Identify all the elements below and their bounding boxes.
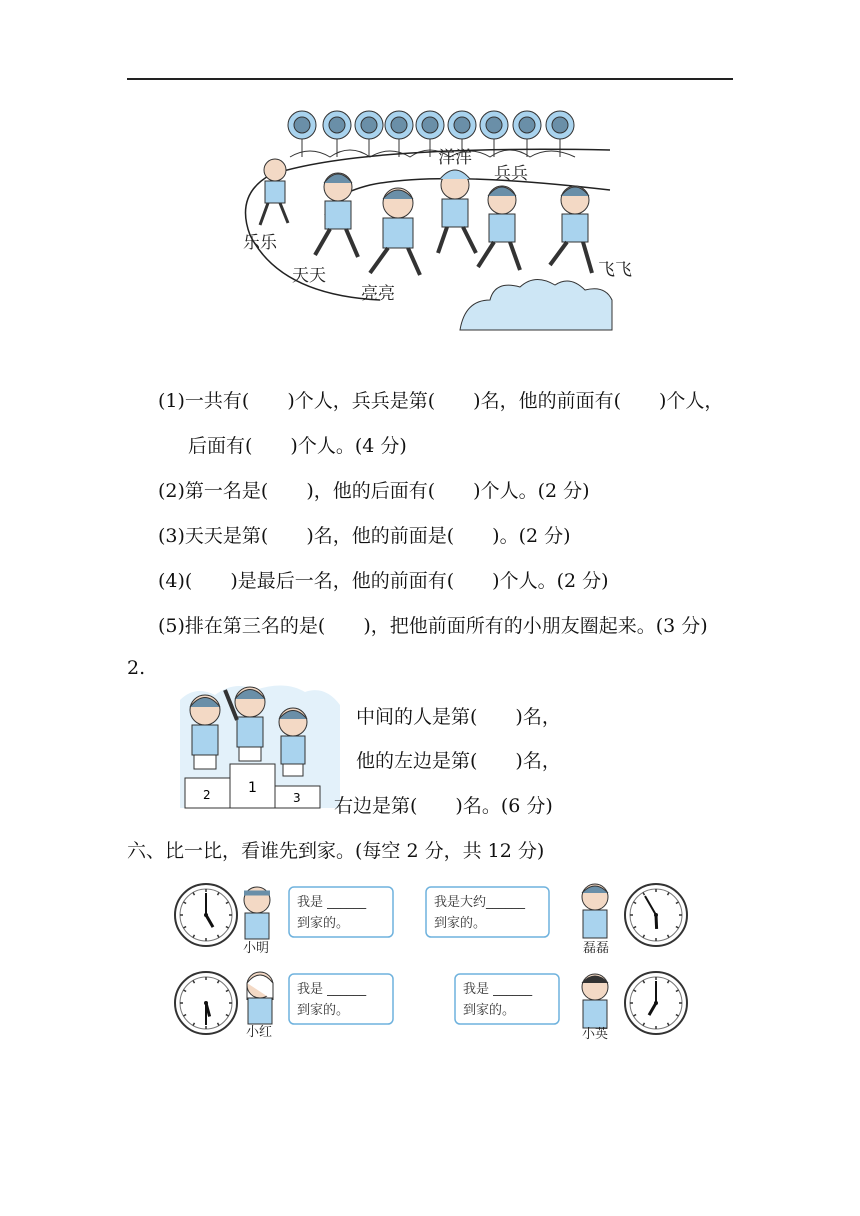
label-lele: 乐乐 (243, 233, 277, 253)
speech-xiaohong-1: 我是 ______ (297, 982, 367, 997)
runner-liangliang (370, 188, 420, 275)
podium-number-2: 2 (203, 788, 211, 802)
child-leilei (582, 884, 608, 938)
podium-illustration (175, 680, 343, 810)
question-2: (2)第一名是( )，他的后面有( )个人。(2 分) (158, 480, 590, 502)
child-left (190, 695, 220, 769)
name-xiaoying: 小英 (582, 1027, 609, 1042)
speech-xiaoying-1: 我是 ______ (463, 982, 533, 997)
question-number-2: 2. (127, 657, 146, 679)
speech-xiaoming-2: 到家的。 (297, 916, 350, 931)
top-rule (127, 78, 733, 80)
question-1-line-2: 后面有( )个人。(4 分) (188, 435, 407, 457)
runner-bingbing (478, 186, 520, 270)
label-yangyang: 洋洋 (438, 148, 472, 168)
podium-question-right: 右边是第( )名。(6 分) (334, 795, 553, 817)
name-xiaoming: 小明 (243, 941, 270, 956)
runner-yangyang (438, 170, 476, 253)
clock-leilei (625, 884, 687, 946)
speech-xiaoming-1: 我是 ______ (297, 895, 367, 910)
race-illustration (240, 95, 632, 335)
podium-number-1: 1 (248, 780, 257, 796)
panel-xiaoying (455, 972, 687, 1042)
clock-xiaoying (625, 972, 687, 1034)
name-xiaohong: 小红 (246, 1025, 273, 1040)
section-6-title: 六、比一比，看谁先到家。(每空 2 分，共 12 分) (127, 840, 545, 862)
clock-xiaoming (175, 884, 237, 946)
label-tiantian: 天天 (292, 266, 326, 286)
runner-lele (260, 159, 288, 225)
question-1-line-1: (1)一共有( )个人，兵兵是第( )名，他的前面有( )个人， (158, 390, 724, 412)
label-bingbing: 兵兵 (494, 164, 528, 184)
panel-xiaohong (175, 972, 393, 1040)
podium-question-left: 他的左边是第( )名， (356, 750, 561, 772)
speech-leilei-1: 我是大约______ (434, 895, 526, 910)
child-xiaoying (582, 974, 608, 1028)
podium-number-3: 3 (293, 791, 301, 805)
panel-xiaoming (175, 884, 393, 956)
clock-compare-illustration (170, 875, 695, 1045)
runner-feifei (550, 186, 592, 273)
label-liangliang: 亮亮 (361, 284, 395, 304)
name-leilei: 磊磊 (583, 941, 610, 956)
runner-tiantian (315, 173, 358, 257)
child-xiaoming (244, 887, 270, 939)
cloud (460, 279, 612, 330)
question-5: (5)排在第三名的是( )，把他前面所有的小朋友圈起来。(3 分) (158, 615, 708, 637)
panel-leilei (426, 884, 687, 956)
question-3: (3)天天是第( )名，他的前面是( )。(2 分) (158, 525, 571, 547)
speech-leilei-2: 到家的。 (434, 916, 487, 931)
flower-row (288, 111, 575, 157)
question-4: (4)( )是最后一名，他的前面有( )个人。(2 分) (158, 570, 609, 592)
speech-xiaohong-2: 到家的。 (297, 1003, 350, 1018)
child-right (279, 708, 307, 776)
clock-xiaohong (175, 972, 237, 1034)
podium-question-middle: 中间的人是第( )名， (356, 706, 561, 728)
label-feifei: 飞飞 (598, 260, 632, 280)
child-xiaohong (247, 972, 273, 1024)
speech-xiaoying-2: 到家的。 (463, 1003, 516, 1018)
